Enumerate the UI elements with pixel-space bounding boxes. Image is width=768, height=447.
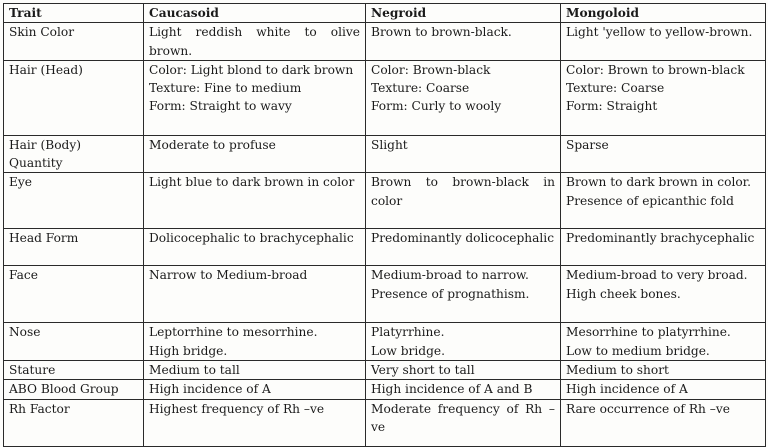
cell-line: Highest frequency of Rh –ve [149, 401, 325, 416]
negroid-cell [366, 361, 561, 380]
cell-line: Leptorrhine to mesorrhine. [149, 325, 318, 340]
cell-line: Brown to dark brown in color. [566, 175, 752, 190]
header-negroid: Negroid [366, 4, 561, 23]
caucasoid-cell [144, 399, 366, 446]
cell-line: Moderate to profuse [149, 137, 276, 152]
caucasoid-cell [144, 266, 366, 323]
mongoloid-cell [561, 23, 766, 61]
mongoloid-cell [561, 173, 766, 229]
cell-line: Brown to brown-black. [371, 25, 512, 40]
mongoloid-cell [561, 361, 766, 380]
trait-cell: Eye [4, 173, 144, 229]
race-traits-table [3, 3, 766, 447]
cell-line: Light reddish white to olive brown. [149, 25, 360, 58]
cell-line: High incidence of A [149, 382, 271, 397]
cell-line: Form: Straight [566, 99, 658, 114]
cell-line: Color: Light blond to dark brown [149, 62, 354, 77]
caucasoid-cell [144, 323, 366, 361]
cell-line: Platyrrhine. [371, 325, 445, 340]
mongoloid-cell [561, 266, 766, 323]
mongoloid-cell [561, 60, 766, 135]
trait-cell: Skin Color [4, 23, 144, 61]
caucasoid-cell [144, 229, 366, 266]
cell-line: Light 'yellow to yellow-brown. [566, 25, 753, 40]
negroid-cell [366, 60, 561, 135]
table-row-abo-blood-group [4, 380, 766, 399]
negroid-cell [366, 229, 561, 266]
negroid-cell [366, 399, 561, 446]
cell-line: High incidence of A [566, 382, 688, 397]
negroid-cell [366, 173, 561, 229]
cell-line: Presence of prognathism. [371, 286, 530, 301]
negroid-cell [366, 23, 561, 61]
table-row-eye [4, 173, 766, 229]
cell-line: Texture: Coarse [566, 81, 665, 96]
header-caucasoid: Caucasoid [144, 4, 366, 23]
cell-line: Low to medium bridge. [566, 343, 710, 358]
caucasoid-cell [144, 60, 366, 135]
mongoloid-cell [561, 380, 766, 399]
trait-cell: Face [4, 266, 144, 323]
header-trait: Trait [4, 4, 144, 23]
cell-line: Narrow to Medium-broad [149, 268, 308, 283]
cell-line: Medium to tall [149, 363, 240, 378]
mongoloid-cell [561, 229, 766, 266]
caucasoid-cell [144, 380, 366, 399]
cell-line: Dolicocephalic to brachycephalic [149, 231, 354, 246]
cell-line: Sparse [566, 137, 609, 152]
cell-line: Predominantly dolicocephalic [371, 231, 555, 246]
trait-cell: Rh Factor [4, 399, 144, 446]
cell-line: High cheek bones. [566, 286, 681, 301]
mongoloid-cell [561, 323, 766, 361]
table-row-face [4, 266, 766, 323]
cell-line: Texture: Fine to medium [149, 81, 302, 96]
cell-line: Low bridge. [371, 343, 445, 358]
table-row-rh-factor [4, 399, 766, 446]
trait-cell: Nose [4, 323, 144, 361]
mongoloid-cell [561, 399, 766, 446]
trait-cell: Hair (Body) Quantity [4, 135, 144, 173]
caucasoid-cell [144, 173, 366, 229]
cell-line: High bridge. [149, 343, 228, 358]
cell-line: Mesorrhine to platyrrhine. [566, 325, 731, 340]
trait-cell: ABO Blood Group [4, 380, 144, 399]
cell-line: Color: Brown-black [371, 62, 491, 77]
caucasoid-cell [144, 135, 366, 173]
cell-line: Presence of epicanthic fold [566, 193, 734, 208]
cell-line: High incidence of A and B [371, 382, 533, 397]
cell-line: Very short to tall [371, 363, 475, 378]
cell-line: Rare occurrence of Rh –ve [566, 401, 730, 416]
trait-cell: Stature [4, 361, 144, 380]
cell-line: Texture: Coarse [371, 81, 470, 96]
trait-cell: Hair (Head) [4, 60, 144, 135]
header-mongoloid: Mongoloid [561, 4, 766, 23]
negroid-cell [366, 135, 561, 173]
negroid-cell [366, 323, 561, 361]
cell-line: Slight [371, 137, 408, 152]
negroid-cell [366, 266, 561, 323]
table-row-nose [4, 323, 766, 361]
cell-line: Medium to short [566, 363, 669, 378]
caucasoid-cell [144, 23, 366, 61]
mongoloid-cell [561, 135, 766, 173]
table-row-head-form [4, 229, 766, 266]
cell-line: Form: Curly to wooly [371, 99, 502, 114]
table-row-stature [4, 361, 766, 380]
cell-line: Medium-broad to very broad. [566, 268, 748, 283]
cell-line: Medium-broad to narrow. [371, 268, 529, 283]
cell-line: Predominantly brachycephalic [566, 231, 755, 246]
table-row-skin-color [4, 23, 766, 61]
cell-line: Light blue to dark brown in color [149, 175, 355, 190]
table-row-hair-body-quantity [4, 135, 766, 173]
cell-line: Color: Brown to brown-black [566, 62, 745, 77]
cell-line: Brown to brown-black in color [371, 175, 555, 208]
cell-line: Moderate frequency of Rh –ve [371, 401, 555, 434]
caucasoid-cell [144, 361, 366, 380]
negroid-cell [366, 380, 561, 399]
header-row [4, 4, 766, 23]
table-row-hair-head [4, 60, 766, 135]
cell-line: Form: Straight to wavy [149, 99, 292, 114]
trait-cell: Head Form [4, 229, 144, 266]
